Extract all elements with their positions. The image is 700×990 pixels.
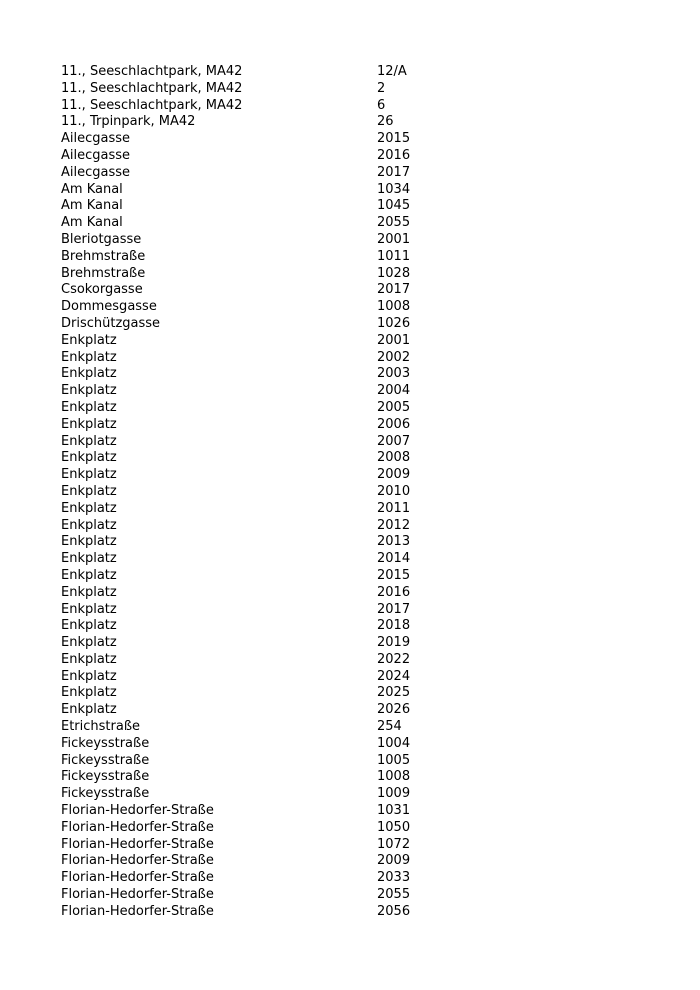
street-name-cell: Florian-Hedorfer-Straße — [61, 836, 214, 852]
table-row — [61, 182, 481, 199]
house-number-cell: 2005 — [377, 399, 411, 415]
street-name-cell: 11., Seeschlachtpark, MA42 — [61, 80, 243, 96]
table-row — [61, 551, 481, 568]
table-row — [61, 702, 481, 719]
table-row — [61, 366, 481, 383]
street-name-cell: Enkplatz — [61, 534, 117, 550]
house-number-cell: 2017 — [377, 282, 411, 298]
street-name-cell: Bleriotgasse — [61, 231, 142, 247]
table-row — [61, 635, 481, 652]
table-row — [61, 870, 481, 887]
house-number-cell: 2017 — [377, 601, 411, 617]
table-row — [61, 198, 481, 215]
table-row — [61, 837, 481, 854]
table-row — [61, 568, 481, 585]
house-number-cell: 2012 — [377, 517, 411, 533]
house-number-cell: 2001 — [377, 332, 411, 348]
table-row — [61, 736, 481, 753]
house-number-cell: 2003 — [377, 366, 411, 382]
house-number-cell: 2014 — [377, 551, 411, 567]
table-row — [61, 753, 481, 770]
street-name-cell: Enkplatz — [61, 366, 117, 382]
house-number-cell: 1034 — [377, 181, 411, 197]
street-name-cell: Enkplatz — [61, 668, 117, 684]
table-row — [61, 887, 481, 904]
house-number-cell: 1072 — [377, 836, 411, 852]
street-name-cell: Enkplatz — [61, 601, 117, 617]
house-number-cell: 6 — [377, 97, 386, 113]
street-name-cell: Florian-Hedorfer-Straße — [61, 853, 214, 869]
house-number-cell: 2013 — [377, 534, 411, 550]
street-name-cell: Brehmstraße — [61, 248, 146, 264]
street-name-cell: Fickeysstraße — [61, 752, 150, 768]
street-name-cell: Etrichstraße — [61, 719, 141, 735]
table-row — [61, 803, 481, 820]
table-row — [61, 232, 481, 249]
street-name-cell: Florian-Hedorfer-Straße — [61, 887, 214, 903]
street-name-cell: Enkplatz — [61, 702, 117, 718]
street-name-cell: Enkplatz — [61, 416, 117, 432]
street-name-cell: Enkplatz — [61, 500, 117, 516]
street-name-cell: Ailecgasse — [61, 164, 131, 180]
table-row — [61, 685, 481, 702]
house-number-cell: 2016 — [377, 147, 411, 163]
house-number-cell: 2009 — [377, 467, 411, 483]
street-name-cell: Drischützgasse — [61, 315, 161, 331]
table-row — [61, 484, 481, 501]
table-row — [61, 904, 481, 921]
house-number-cell: 2016 — [377, 584, 411, 600]
table-row — [61, 786, 481, 803]
street-name-cell: Enkplatz — [61, 450, 117, 466]
table-row — [61, 652, 481, 669]
table-row — [61, 434, 481, 451]
street-name-cell: Fickeysstraße — [61, 786, 150, 802]
table-row — [61, 467, 481, 484]
street-name-cell: Dommesgasse — [61, 299, 157, 315]
house-number-cell: 2026 — [377, 702, 411, 718]
house-number-cell: 1045 — [377, 198, 411, 214]
street-name-cell: Am Kanal — [61, 215, 123, 231]
street-name-cell: Enkplatz — [61, 349, 117, 365]
table-row — [61, 534, 481, 551]
house-number-cell: 26 — [377, 114, 394, 130]
table-row — [61, 350, 481, 367]
street-name-cell: Ailecgasse — [61, 147, 131, 163]
street-name-cell: 11., Trpinpark, MA42 — [61, 114, 196, 130]
house-number-cell: 2055 — [377, 887, 411, 903]
house-number-cell: 2011 — [377, 500, 411, 516]
house-number-cell: 2017 — [377, 164, 411, 180]
house-number-cell: 2001 — [377, 231, 411, 247]
house-number-cell: 2010 — [377, 483, 411, 499]
house-number-cell: 2007 — [377, 433, 411, 449]
house-number-cell: 2018 — [377, 618, 411, 634]
table-row — [61, 299, 481, 316]
table-row — [61, 131, 481, 148]
table-row — [61, 618, 481, 635]
table-row — [61, 585, 481, 602]
house-number-cell: 1050 — [377, 819, 411, 835]
house-number-cell: 2022 — [377, 651, 411, 667]
house-number-cell: 1011 — [377, 248, 411, 264]
table-row — [61, 114, 481, 131]
house-number-cell: 2056 — [377, 903, 411, 919]
table-row — [61, 417, 481, 434]
table-row — [61, 518, 481, 535]
table-row — [61, 64, 481, 81]
house-number-cell: 2015 — [377, 131, 411, 147]
street-name-cell: Enkplatz — [61, 685, 117, 701]
street-name-cell: Florian-Hedorfer-Straße — [61, 870, 214, 886]
table-row — [61, 282, 481, 299]
street-name-cell: Florian-Hedorfer-Straße — [61, 903, 214, 919]
street-name-cell: Fickeysstraße — [61, 735, 150, 751]
street-name-cell: Enkplatz — [61, 651, 117, 667]
house-number-cell: 2033 — [377, 870, 411, 886]
table-row — [61, 148, 481, 165]
street-name-cell: Enkplatz — [61, 332, 117, 348]
table-row — [61, 333, 481, 350]
street-name-cell: Enkplatz — [61, 517, 117, 533]
table-row — [61, 820, 481, 837]
address-table — [61, 64, 481, 921]
street-name-cell: Brehmstraße — [61, 265, 146, 281]
house-number-cell: 2009 — [377, 853, 411, 869]
house-number-cell: 1008 — [377, 299, 411, 315]
house-number-cell: 2006 — [377, 416, 411, 432]
street-name-cell: Enkplatz — [61, 467, 117, 483]
house-number-cell: 254 — [377, 719, 402, 735]
house-number-cell: 1004 — [377, 735, 411, 751]
street-name-cell: Enkplatz — [61, 618, 117, 634]
house-number-cell: 1009 — [377, 786, 411, 802]
house-number-cell: 2019 — [377, 635, 411, 651]
street-name-cell: Csokorgasse — [61, 282, 143, 298]
street-name-cell: Enkplatz — [61, 635, 117, 651]
street-name-cell: Am Kanal — [61, 181, 123, 197]
street-name-cell: Am Kanal — [61, 198, 123, 214]
house-number-cell: 2002 — [377, 349, 411, 365]
street-name-cell: Fickeysstraße — [61, 769, 150, 785]
table-row — [61, 316, 481, 333]
house-number-cell: 1026 — [377, 315, 411, 331]
table-row — [61, 98, 481, 115]
street-name-cell: Enkplatz — [61, 433, 117, 449]
table-row — [61, 769, 481, 786]
house-number-cell: 2008 — [377, 450, 411, 466]
house-number-cell: 2015 — [377, 567, 411, 583]
street-name-cell: Enkplatz — [61, 399, 117, 415]
house-number-cell: 2 — [377, 80, 386, 96]
house-number-cell: 1005 — [377, 752, 411, 768]
street-name-cell: Enkplatz — [61, 483, 117, 499]
street-name-cell: Florian-Hedorfer-Straße — [61, 819, 214, 835]
table-row — [61, 719, 481, 736]
table-row — [61, 81, 481, 98]
table-row — [61, 853, 481, 870]
table-row — [61, 249, 481, 266]
house-number-cell: 2004 — [377, 383, 411, 399]
table-row — [61, 215, 481, 232]
house-number-cell: 1028 — [377, 265, 411, 281]
street-name-cell: Enkplatz — [61, 567, 117, 583]
street-name-cell: Enkplatz — [61, 383, 117, 399]
house-number-cell: 1008 — [377, 769, 411, 785]
table-row — [61, 501, 481, 518]
house-number-cell: 2024 — [377, 668, 411, 684]
table-row — [61, 165, 481, 182]
house-number-cell: 2055 — [377, 215, 411, 231]
house-number-cell: 1031 — [377, 803, 411, 819]
table-row — [61, 450, 481, 467]
table-row — [61, 669, 481, 686]
street-name-cell: Enkplatz — [61, 551, 117, 567]
house-number-cell: 2025 — [377, 685, 411, 701]
street-name-cell: Ailecgasse — [61, 131, 131, 147]
table-row — [61, 383, 481, 400]
table-row — [61, 266, 481, 283]
house-number-cell: 12/A — [377, 64, 407, 79]
street-name-cell: Florian-Hedorfer-Straße — [61, 803, 214, 819]
table-row — [61, 400, 481, 417]
street-name-cell: 11., Seeschlachtpark, MA42 — [61, 97, 243, 113]
street-name-cell: Enkplatz — [61, 584, 117, 600]
table-row — [61, 602, 481, 619]
street-name-cell: 11., Seeschlachtpark, MA42 — [61, 64, 243, 79]
